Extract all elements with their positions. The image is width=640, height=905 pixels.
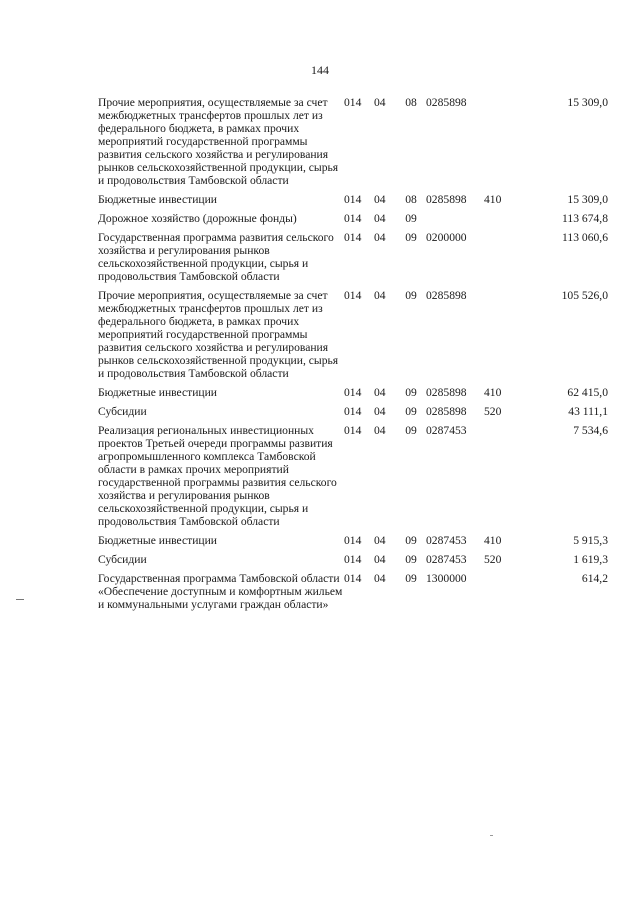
row-name: Прочие мероприятия, осуществляемые за счет межбюджетных трансфертов прошлых лет из федерального бюджета, в рамках прочих мероприятий государственной программы развития сельского хозяйства и регулирования рынков сельскохозяйственной продукции, сырья и продовольствия Тамбовской области — [98, 96, 339, 187]
admin-code: 014 — [344, 96, 362, 109]
section-code: 04 — [374, 405, 386, 418]
amount: 43 111,1 — [568, 405, 608, 418]
admin-code: 014 — [344, 289, 362, 302]
subsection-code: 09 — [405, 534, 417, 547]
section-code: 04 — [374, 193, 386, 206]
section-code: 04 — [374, 424, 386, 437]
subsection-code: 09 — [405, 405, 417, 418]
section-code: 04 — [374, 534, 386, 547]
row-name: Государственная программа Тамбовской области «Обеспечение доступным и комфортным жильем и коммунальными услугами граждан области» — [98, 572, 343, 611]
amount: 113 674,8 — [562, 212, 608, 225]
section-code: 04 — [374, 231, 386, 244]
subsection-code: 09 — [405, 212, 417, 225]
expense-type-code: 520 — [484, 553, 502, 566]
admin-code: 014 — [344, 231, 362, 244]
subsection-code: 09 — [405, 386, 417, 399]
table-row — [98, 96, 608, 193]
scan-mark — [16, 599, 24, 600]
amount: 5 915,3 — [573, 534, 608, 547]
admin-code: 014 — [344, 553, 362, 566]
table-row — [98, 424, 608, 534]
table-row — [98, 572, 608, 617]
row-name: Субсидии — [98, 553, 147, 566]
table-row — [98, 212, 608, 231]
table-row — [98, 289, 608, 386]
row-name: Бюджетные инвестиции — [98, 193, 218, 206]
section-code: 04 — [374, 553, 386, 566]
table-row — [98, 386, 608, 405]
amount: 15 309,0 — [567, 193, 608, 206]
section-code: 04 — [374, 386, 386, 399]
target-code: 0285898 — [426, 405, 467, 418]
expense-type-code — [484, 572, 526, 617]
target-code — [426, 212, 484, 231]
subsection-code: 09 — [405, 572, 417, 585]
admin-code: 014 — [344, 572, 362, 585]
expense-type-code — [484, 289, 526, 386]
row-name: Субсидии — [98, 405, 147, 418]
target-code: 0287453 — [426, 553, 467, 566]
admin-code: 014 — [344, 424, 362, 437]
expense-type-code — [484, 212, 526, 231]
page-number: 144 — [311, 63, 329, 77]
amount: 7 534,6 — [573, 424, 608, 437]
section-code: 04 — [374, 96, 386, 109]
amount: 113 060,6 — [562, 231, 608, 244]
table-row — [98, 231, 608, 289]
target-code: 0285898 — [426, 289, 467, 302]
table-row — [98, 193, 608, 212]
row-name: Прочие мероприятия, осуществляемые за счет межбюджетных трансфертов прошлых лет из федерального бюджета, в рамках прочих мероприятий государственной программы развития сельского хозяйства и регулирования рынков сельскохозяйственной продукции, сырья и продовольствия Тамбовской области — [98, 289, 339, 380]
expense-type-code — [484, 96, 526, 193]
admin-code: 014 — [344, 212, 362, 225]
expense-type-code: 410 — [484, 534, 502, 547]
amount: 62 415,0 — [567, 386, 608, 399]
admin-code: 014 — [344, 534, 362, 547]
row-name: Дорожное хозяйство (дорожные фонды) — [98, 212, 297, 225]
subsection-code: 08 — [405, 96, 417, 109]
section-code: 04 — [374, 289, 386, 302]
section-code: 04 — [374, 212, 386, 225]
target-code: 0285898 — [426, 386, 467, 399]
target-code: 0285898 — [426, 96, 467, 109]
table-row — [98, 553, 608, 572]
budget-table — [98, 96, 608, 617]
target-code: 0287453 — [426, 424, 467, 437]
section-code: 04 — [374, 572, 386, 585]
row-name: Бюджетные инвестиции — [98, 386, 218, 399]
amount: 1 619,3 — [573, 553, 608, 566]
target-code: 0285898 — [426, 193, 467, 206]
row-name: Государственная программа развития сельского хозяйства и регулирования рынков сельскохозяйственной продукции, сырья и продовольствия Тамбовской области — [98, 231, 334, 283]
expense-type-code: 410 — [484, 193, 502, 206]
row-name: Бюджетные инвестиции — [98, 534, 218, 547]
admin-code: 014 — [344, 386, 362, 399]
target-code: 1300000 — [426, 572, 467, 585]
expense-type-code — [484, 231, 526, 289]
table-row — [98, 405, 608, 424]
scan-dot — [490, 835, 493, 836]
target-code: 0200000 — [426, 231, 467, 244]
target-code: 0287453 — [426, 534, 467, 547]
table-row — [98, 534, 608, 553]
admin-code: 014 — [344, 193, 362, 206]
subsection-code: 09 — [405, 231, 417, 244]
amount: 614,2 — [581, 572, 608, 585]
amount: 105 526,0 — [561, 289, 608, 302]
subsection-code: 08 — [405, 193, 417, 206]
expense-type-code: 520 — [484, 405, 502, 418]
row-name: Реализация региональных инвестиционных проектов Третьей очереди программы развития агропромышленного комплекса Тамбовской области в рамках прочих мероприятий государственной программы развития сельского хозяйства и регулирования рынков сельскохозяйственной продукции, сырья и продовольствия Тамбовской области — [98, 424, 337, 528]
expense-type-code: 410 — [484, 386, 502, 399]
subsection-code: 09 — [405, 553, 417, 566]
subsection-code: 09 — [405, 289, 417, 302]
subsection-code: 09 — [405, 424, 417, 437]
expense-type-code — [484, 424, 526, 534]
admin-code: 014 — [344, 405, 362, 418]
amount: 15 309,0 — [567, 96, 608, 109]
